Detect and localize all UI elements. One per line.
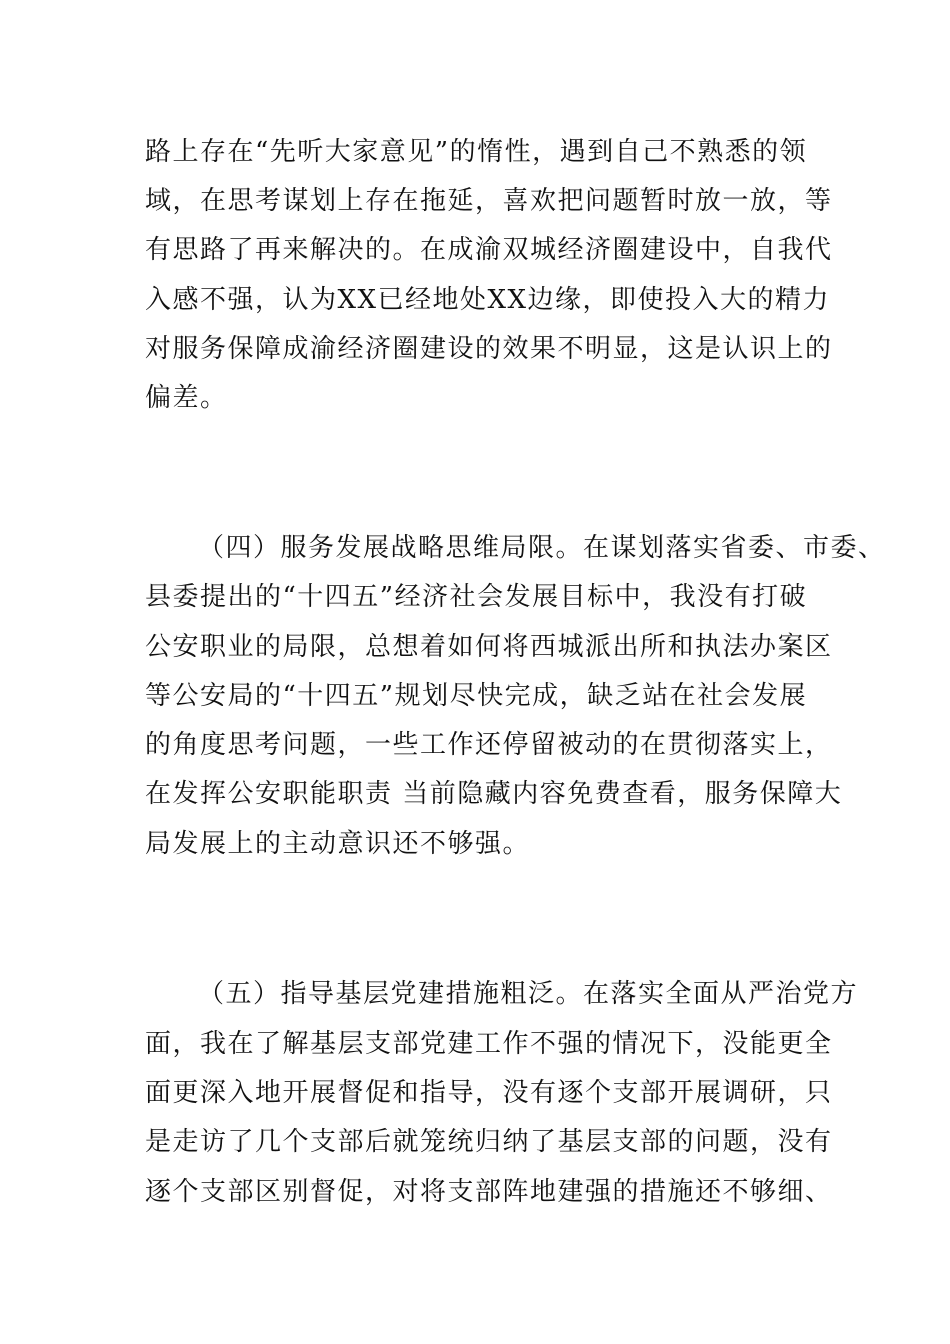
text-line: 逐个支部区别督促，对将支部阵地建强的措施还不够细、 — [145, 1177, 833, 1207]
text-line: 面，我在了解基层支部党建工作不强的情况下，没能更全 — [145, 1029, 833, 1059]
text-line: 等公安局的“十四五”规划尽快完成，缺乏站在社会发展 — [145, 681, 808, 711]
text-line: 有思路了再来解决的。在成渝双城经济圈建设中，自我代 — [145, 235, 833, 265]
text-line: 公安职业的局限，总想着如何将西城派出所和执法办案区 — [145, 632, 833, 662]
text-line: 面更深入地开展督促和指导，没有逐个支部开展调研，只 — [145, 1078, 833, 1108]
text-line: 是走访了几个支部后就笼统归纳了基层支部的问题，没有 — [145, 1127, 833, 1157]
text-line: 路上存在“先听大家意见”的惰性，遇到自己不熟悉的领 — [145, 137, 808, 167]
text-line: 入感不强，认为XX已经地处XX边缘，即使投入大的精力 — [145, 285, 831, 315]
section-heading-line: （四）服务发展战略思维局限。在谋划落实省委、市委、 — [198, 533, 886, 563]
text-line: 域，在思考谋划上存在拖延，喜欢把问题暂时放一放，等 — [145, 186, 833, 216]
text-line: 偏差。 — [145, 383, 228, 413]
text-line: 在发挥公安职能职责 当前隐藏内容免费查看，服务保障大 — [145, 779, 843, 809]
section-heading-line: （五）指导基层党建措施粗泛。在落实全面从严治党方 — [198, 979, 859, 1009]
text-line: 对服务保障成渝经济圈建设的效果不明显，这是认识上的 — [145, 334, 833, 364]
text-line: 的角度思考问题，一些工作还停留被动的在贯彻落实上， — [145, 730, 833, 760]
text-line: 局发展上的主动意识还不够强。 — [145, 829, 531, 859]
text-line: 县委提出的“十四五”经济社会发展目标中，我没有打破 — [145, 582, 808, 612]
